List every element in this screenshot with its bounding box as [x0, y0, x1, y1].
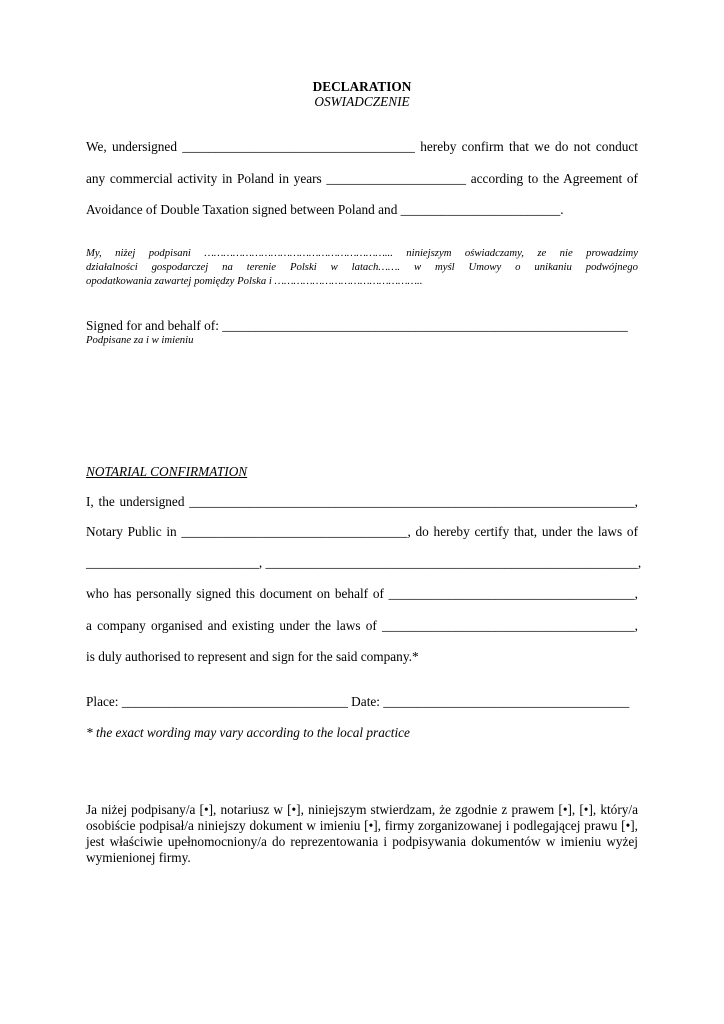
declaration-line-1: We, undersigned ___________________________________ hereby confirm that we do not conduct: [86, 139, 638, 154]
declaration-line-3: Avoidance of Double Taxation signed between Poland and ________________________.: [86, 202, 564, 217]
notarial-line-6: is duly authorised to represent and sign for the said company.*: [86, 649, 419, 664]
polish-declaration-line-3: opodatkowania zawartej pomiędzy Polska i ………………………………………..: [86, 275, 423, 287]
polish-notarial-paragraph: Ja niżej podpisany/a [•], notariusz w [•], niniejszym stwierdzam, że zgodnie z prawem [•], [•], który/a osobiście podpisał/a niniejszy dokument w imieniu [•], firmy zorganizowanej i podlegającej prawu [•], jest właściwie upełnomocniony/a do reprezentowania i podpisywania dokumentów w imieniu wyżej wymienionej firmy.: [86, 802, 638, 865]
place-date-line: Place: __________________________________ Date: _____________________________________: [86, 694, 630, 709]
signed-for-line: Signed for and behalf of: _____________________________________________________________: [86, 318, 628, 333]
notarial-heading: NOTARIAL CONFIRMATION: [86, 464, 248, 479]
document-title: DECLARATION: [312, 79, 412, 94]
footnote: * the exact wording may vary according to the local practice: [86, 725, 410, 740]
notarial-line-3: __________________________, ________________________________________________________,: [86, 555, 642, 570]
document-subtitle: OSWIADCZENIE: [314, 94, 410, 109]
notarial-line-2: Notary Public in __________________________________, do hereby certify that, under the laws of: [86, 524, 638, 539]
polish-declaration-line-2: działalności gospodarczej na terenie Polski w latach……. w myśl Umowy o unikaniu podwójnego: [86, 261, 638, 273]
notarial-line-4: who has personally signed this document on behalf of _____________________________________,: [86, 586, 638, 601]
polish-declaration-line-1: My, niżej podpisani …………………………………………………... niniejszym oświadczamy, ze nie prowadzimy: [86, 247, 638, 259]
declaration-line-2: any commercial activity in Poland in years _____________________ according to the Agreement of: [86, 171, 638, 186]
notarial-line-1: I, the undersigned ___________________________________________________________________,: [86, 494, 638, 509]
notarial-line-5: a company organised and existing under the laws of ______________________________________,: [86, 618, 638, 633]
signed-for-polish-label: Podpisane za i w imieniu: [86, 334, 194, 346]
